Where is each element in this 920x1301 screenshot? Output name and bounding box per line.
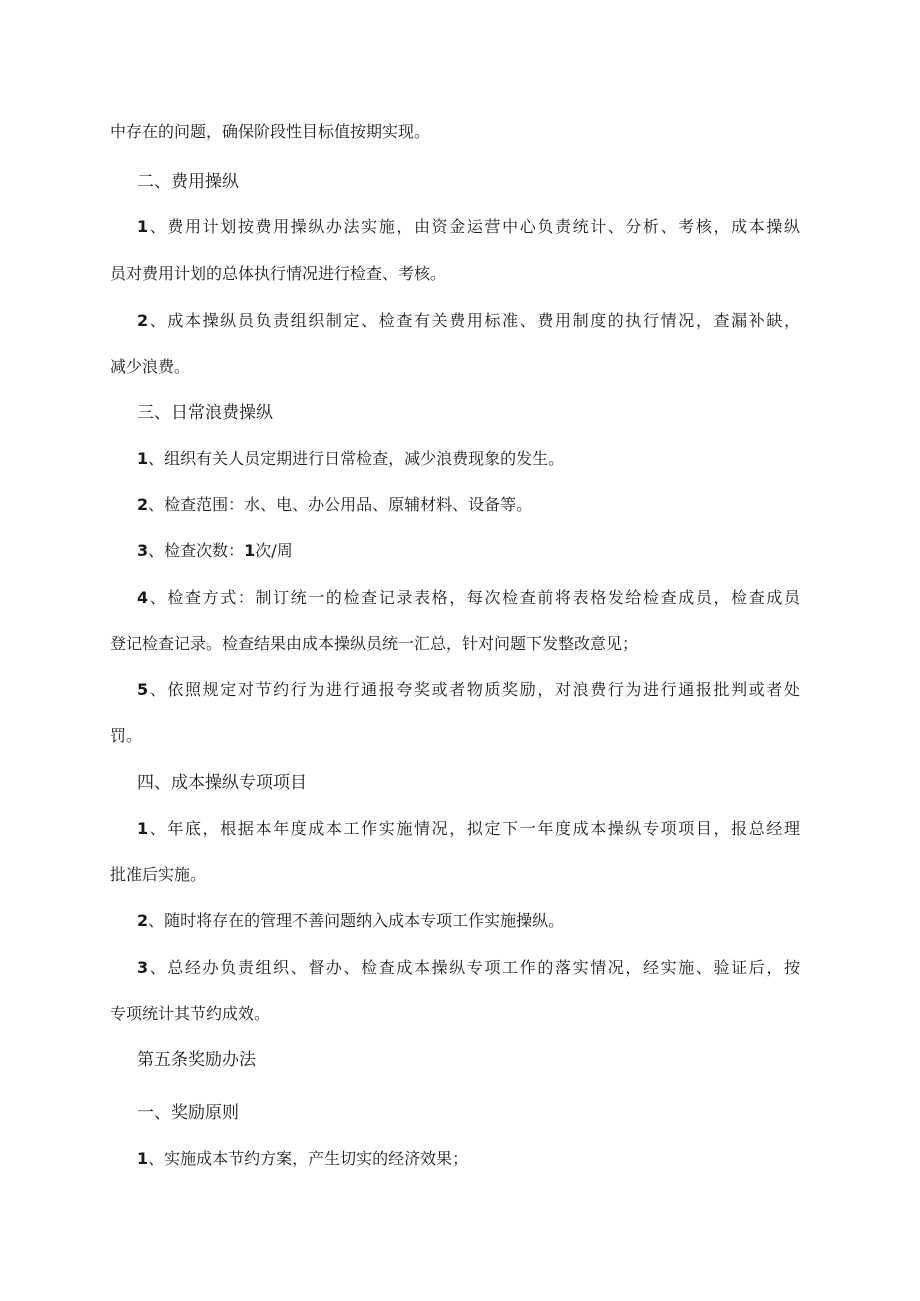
- section-heading: 三、日常浪费操纵: [137, 403, 273, 423]
- paragraph-line: 批准后实施。: [110, 865, 207, 884]
- paragraph-line: 登记检查记录。检查结果由成本操纵员统一汇总，针对问题下发整改意见；: [110, 634, 639, 653]
- paragraph-line: 罚。: [110, 726, 143, 745]
- paragraph-line: 5、依照规定对节约行为进行通报夸奖或者物质奖励，对浪费行为进行通报批判或者处: [137, 680, 800, 699]
- paragraph-line: 2、成本操纵员负责组织制定、检查有关费用标准、费用制度的执行情况，查漏补缺，: [137, 311, 800, 330]
- paragraph-line: 员对费用计划的总体执行情况进行检查、考核。: [110, 264, 447, 283]
- paragraph-line: 3、检查次数：1次/周: [137, 541, 293, 560]
- section-heading: 二、费用操纵: [137, 172, 239, 192]
- paragraph-line: 中存在的问题，确保阶段性目标值按期实现。: [110, 122, 431, 141]
- paragraph-line: 1、实施成本节约方案，产生切实的经济效果；: [137, 1149, 469, 1168]
- paragraph-line: 2、随时将存在的管理不善问题纳入成本专项工作实施操纵。: [137, 911, 565, 930]
- paragraph-line: 1、费用计划按费用操纵办法实施，由资金运营中心负责统计、分析、考核，成本操纵: [137, 217, 800, 236]
- section-heading: 四、成本操纵专项项目: [137, 773, 307, 793]
- article-heading: 第五条奖励办法: [137, 1050, 256, 1070]
- paragraph-line: 4、检查方式：制订统一的检查记录表格，每次检查前将表格发给检查成员，检查成员: [137, 588, 800, 607]
- paragraph-line: 1、年底，根据本年度成本工作实施情况，拟定下一年度成本操纵专项项目，报总经理: [137, 819, 800, 838]
- paragraph-line: 2、检查范围：水、电、办公用品、原辅材料、设备等。: [137, 495, 533, 514]
- section-heading: 一、奖励原则: [137, 1103, 239, 1123]
- paragraph-line: 1、组织有关人员定期进行日常检查，减少浪费现象的发生。: [137, 449, 565, 468]
- paragraph-line: 减少浪费。: [110, 357, 191, 376]
- paragraph-line: 3、总经办负责组织、督办、检查成本操纵专项工作的落实情况，经实施、验证后，按: [137, 958, 800, 977]
- paragraph-line: 专项统计其节约成效。: [110, 1004, 271, 1023]
